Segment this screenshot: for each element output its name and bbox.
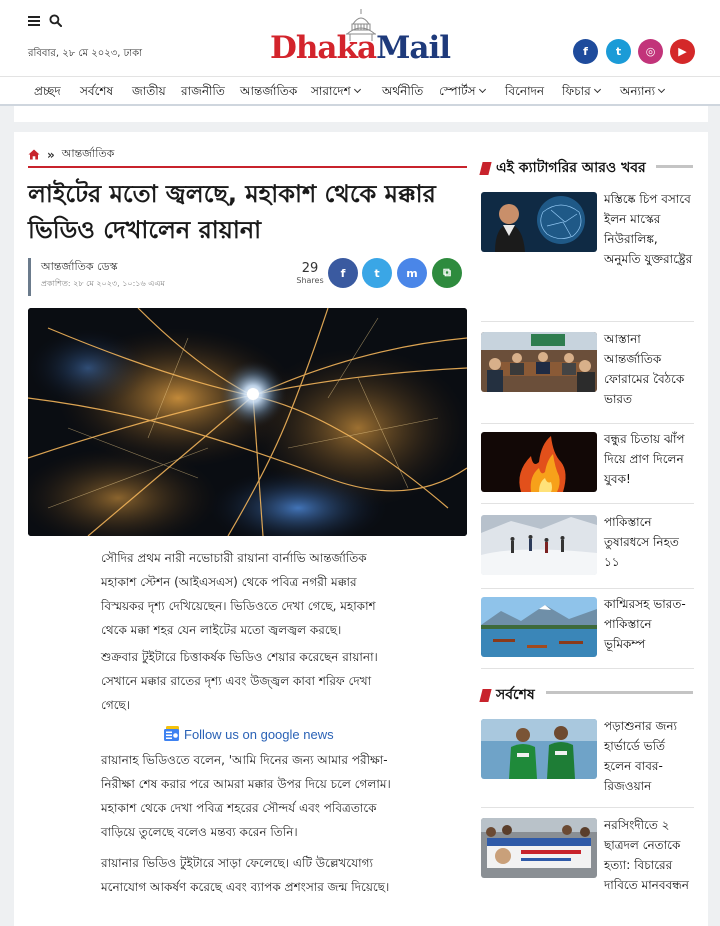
side-news-title[interactable]: পড়াশুনার জন্য হার্ভার্ডে ভর্তি হলেন বাবর-রিজওয়ান — [604, 719, 677, 793]
facebook-icon[interactable]: f — [573, 39, 598, 64]
side-news-item[interactable] — [481, 818, 694, 926]
nav-item-countrywide[interactable] — [311, 83, 360, 103]
google-news-label[interactable]: Follow us on google news — [184, 726, 334, 742]
instagram-icon[interactable]: ◎ — [638, 39, 663, 64]
ad-band — [14, 106, 708, 122]
nav-label: ফিচার — [562, 84, 591, 98]
news-thumbnail[interactable] — [481, 432, 597, 492]
nav-item-national[interactable] — [132, 83, 166, 103]
share-facebook-icon[interactable]: f — [328, 258, 358, 288]
section-marker-icon — [479, 689, 491, 702]
nav-item-feature[interactable] — [562, 83, 600, 103]
google-news-icon — [163, 725, 181, 743]
site-logo[interactable] — [270, 8, 452, 68]
news-thumbnail[interactable] — [481, 597, 597, 657]
nav-item-home[interactable] — [34, 83, 61, 103]
side-news-title[interactable]: মস্তিষ্কে চিপ বসাবে ইলন মাস্কের নিউরালিঙ্ক, অনুমতি যুক্তরাষ্ট্রের — [604, 192, 693, 266]
copy-link-icon[interactable]: ⧉ — [432, 258, 462, 288]
nav-label: সারাদেশ — [311, 84, 351, 98]
home-icon[interactable] — [28, 149, 40, 160]
nav-item-entertainment[interactable] — [505, 83, 544, 103]
google-news-link[interactable] — [163, 725, 334, 743]
side-news-item[interactable] — [481, 597, 694, 669]
nav-item-latest[interactable] — [80, 83, 113, 103]
news-thumbnail[interactable] — [481, 818, 597, 878]
news-thumbnail[interactable] — [481, 192, 597, 252]
site-header — [0, 0, 720, 76]
article-byline — [28, 258, 165, 296]
nav-label: জাতীয় — [132, 84, 166, 98]
chevron-down-icon — [658, 86, 665, 93]
logo-text-dhaka: Dhaka — [270, 30, 377, 66]
nav-item-sports[interactable] — [439, 83, 485, 103]
nav-item-international[interactable] — [240, 83, 297, 103]
nav-label: অন্যান্য — [620, 84, 656, 98]
side-news-item[interactable] — [481, 432, 694, 504]
section-title-text: এই ক্যাটাগরির আরও খবর — [496, 160, 646, 176]
side-news-item[interactable] — [481, 192, 694, 322]
share-messenger-icon[interactable]: m — [397, 258, 427, 288]
breadcrumb-separator: » — [47, 147, 55, 162]
nav-label: আন্তর্জাতিক — [240, 84, 298, 98]
chevron-down-icon — [594, 86, 601, 93]
share-twitter-icon[interactable]: t — [362, 258, 392, 288]
article-paragraph: রায়ানাহ ভিডিওতে বলেন, 'আমি দিনের জন্য আমার পরীক্ষা-নিরীক্ষা শেষ করার পরে আমরা মক্কার উপর দিয়ে চলে গেলাম। মহাকাশ থেকে দেখা পবিত্র শহরের সৌন্দর্য এবং পবিত্রতাকে বাড়িয়ে তুলেছে বলেও মন্তব্য করেন তিনি। — [101, 753, 391, 839]
article-paragraph: রায়ানার ভিডিও টুইটারে সাড়া ফেলেছে। এটি উল্লেখযোগ্য মনোযোগ আকর্ষণ করেছে এবং ব্যাপক প্রশংসার জন্ম দিয়েছে। — [101, 856, 390, 894]
nav-label: রাজনীতি — [181, 84, 225, 98]
nav-label: বিনোদন — [505, 84, 545, 98]
article-paragraph: শুক্রবার টুইটারে চিত্তাকর্ষক ভিডিও শেয়ার করেছেন রায়ানা। সেখানে মক্কার রাতের দৃশ্য এবং উজ্জ্বল কাবা শরিফ দেখা গেছে। — [101, 650, 378, 712]
side-news-item[interactable] — [481, 515, 694, 589]
share-count: 29 — [301, 261, 319, 276]
side-news-title[interactable]: বন্ধুর চিতায় ঝাঁপ দিয়ে প্রাণ দিলেন যুবক! — [604, 432, 685, 486]
nav-label: সর্বশেষ — [80, 84, 114, 98]
nav-label: প্রচ্ছদ — [34, 84, 61, 98]
category-section-title — [481, 156, 646, 180]
logo-text-mail: Mail — [376, 30, 451, 66]
news-thumbnail[interactable] — [481, 515, 597, 575]
nav-item-economy[interactable] — [382, 83, 423, 103]
search-icon[interactable] — [49, 14, 62, 27]
section-rule — [546, 691, 693, 694]
share-label: Shares — [296, 276, 324, 285]
side-news-title[interactable]: কাশ্মিরসহ ভারত-পাকিস্তানে ভূমিকম্প — [604, 597, 686, 651]
news-thumbnail[interactable] — [481, 719, 597, 779]
section-marker-icon — [479, 162, 491, 175]
chevron-down-icon — [479, 86, 486, 93]
twitter-icon[interactable]: t — [606, 39, 631, 64]
article-paragraph: সৌদির প্রথম নারী নভোচারী রায়ানা বার্নাভি আন্তর্জাতিক মহাকাশ স্টেশন (আইএসএস) থেকে পবিত্র নগরী মক্কার বিস্ময়কর দৃশ্য দেখিয়েছেন। ভিডিওতে দেখা গেছে, মহাকাশ থেকে মক্কা শহর যেন লাইটের মতো জ্বলজ্বল করছে। — [101, 551, 376, 637]
article-hero-image — [28, 308, 467, 536]
author-link[interactable]: আন্তর্জাতিক ডেস্ক — [41, 260, 118, 273]
chevron-down-icon — [354, 86, 361, 93]
city-lights-image — [28, 308, 467, 536]
nav-label: অর্থনীতি — [382, 84, 424, 98]
side-news-item[interactable] — [481, 332, 694, 424]
section-rule — [656, 165, 693, 168]
current-date: রবিবার, ২৮ মে ২০২৩, ঢাকা — [28, 48, 143, 59]
latest-section-title — [481, 683, 535, 707]
article-headline: লাইটের মতো জ্বলছে, মহাকাশ থেকে মক্কার ভিডিও দেখালেন রায়ানা — [28, 180, 436, 244]
hamburger-menu-icon[interactable] — [28, 16, 40, 26]
nav-item-politics[interactable] — [181, 83, 225, 103]
side-news-title[interactable]: নরসিংদীতে ২ ছাত্রদল নেতাকে হত্যা: বিচারের দাবিতে মানববন্ধন — [604, 818, 689, 892]
nav-item-others[interactable] — [620, 83, 664, 103]
side-news-item[interactable] — [481, 719, 694, 808]
published-time: প্রকাশিত: ২৮ মে ২০২৩, ১০:১৬ এএম — [41, 279, 165, 288]
main-nav — [0, 76, 720, 106]
breadcrumb-category-link[interactable]: আন্তর্জাতিক — [61, 147, 115, 160]
section-title-text: সর্বশেষ — [496, 687, 535, 703]
share-counter — [296, 262, 324, 286]
breadcrumb-divider — [28, 166, 467, 168]
side-news-title[interactable]: আস্তানা আন্তর্জাতিক ফোরামের বৈঠকে ভারত — [604, 332, 685, 406]
side-news-title[interactable]: পাকিস্তানে তুষারধসে নিহত ১১ — [604, 515, 679, 569]
youtube-icon[interactable]: ▶ — [670, 39, 695, 64]
breadcrumb — [28, 145, 114, 164]
nav-label: স্পোর্টস — [439, 84, 476, 98]
news-thumbnail[interactable] — [481, 332, 597, 392]
